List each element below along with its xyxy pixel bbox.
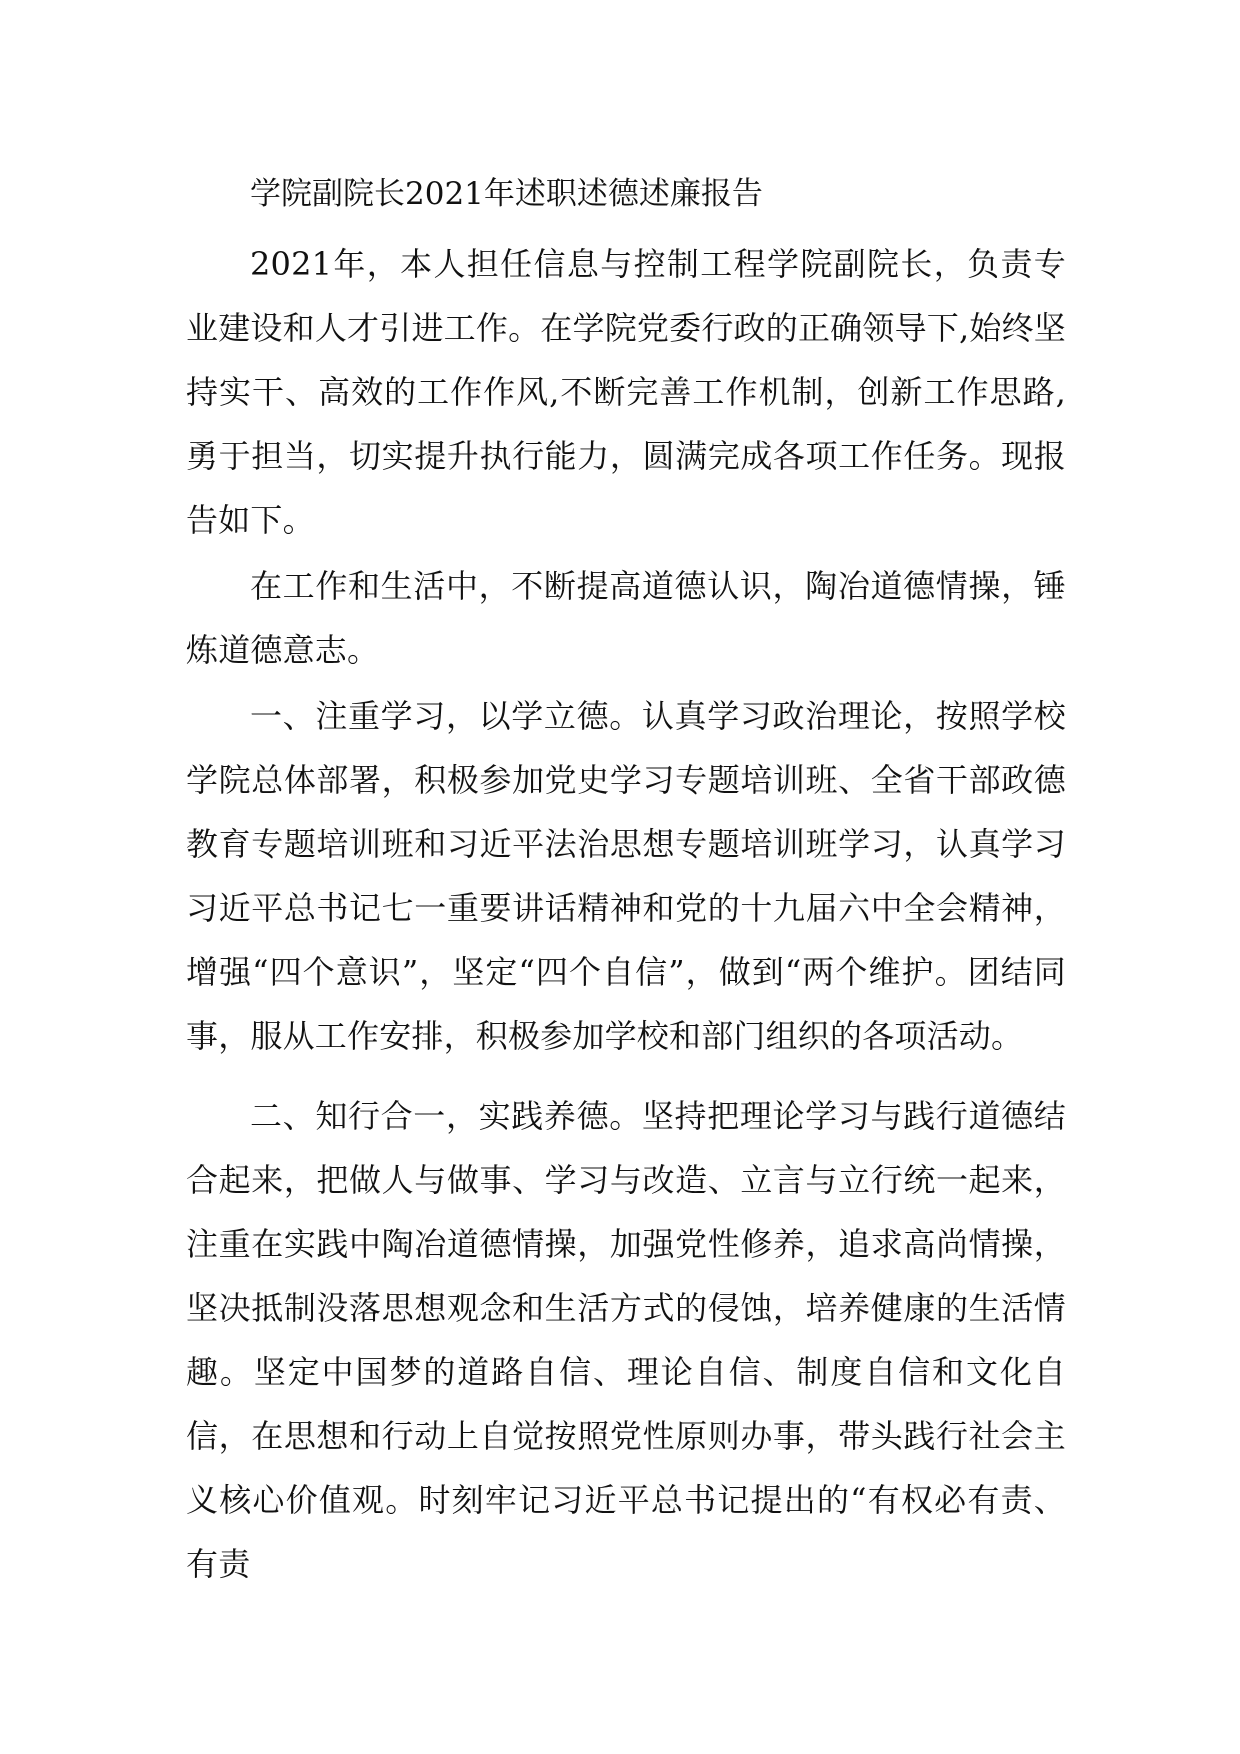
paragraph-section-two: 二、知行合一，实践养德。坚持把理论学习与践行道德结合起来，把做人与做事、学习与改造、立言与立行统一起来，注重在实践中陶冶道德情操，加强党性修养，追求高尚情操，坚决抵制没落思想观念和生活方式的侵蚀，培养健康的生活情趣。坚定中国梦的道路自信、理论自信、制度自信和文化自信，在思想和行动上自觉按照党性原则办事，带头践行社会主义核心价值观。时刻牢记习近平总书记提出的“有权必有责、有责 bbox=[186, 1097, 1066, 1583]
document-body bbox=[186, 170, 1066, 1596]
document-title: 学院副院长2021年述职述德述廉报告 bbox=[250, 176, 763, 212]
paragraph-morality-summary: 在工作和生活中，不断提高道德认识，陶冶道德情操，锤炼道德意志。 bbox=[186, 567, 1066, 669]
paragraph-section-one: 一、注重学习，以学立德。认真学习政治理论，按照学校学院总体部署，积极参加党史学习专题培训班、全省干部政德教育专题培训班和习近平法治思想专题培训班学习，认真学习习近平总书记七一重要讲话精神和党的十九届六中全会精神，增强“四个意识”，坚定“四个自信”，做到“两个维护。团结同事，服从工作安排，积极参加学校和部门组织的各项活动。 bbox=[186, 697, 1066, 1055]
paragraph-intro: 2021年，本人担任信息与控制工程学院副院长，负责专业建设和人才引进工作。在学院党委行政的正确领导下,始终坚持实干、高效的工作作风,不断完善工作机制，创新工作思路,勇于担当，切实提升执行能力，圆满完成各项工作任务。现报告如下。 bbox=[186, 245, 1066, 539]
